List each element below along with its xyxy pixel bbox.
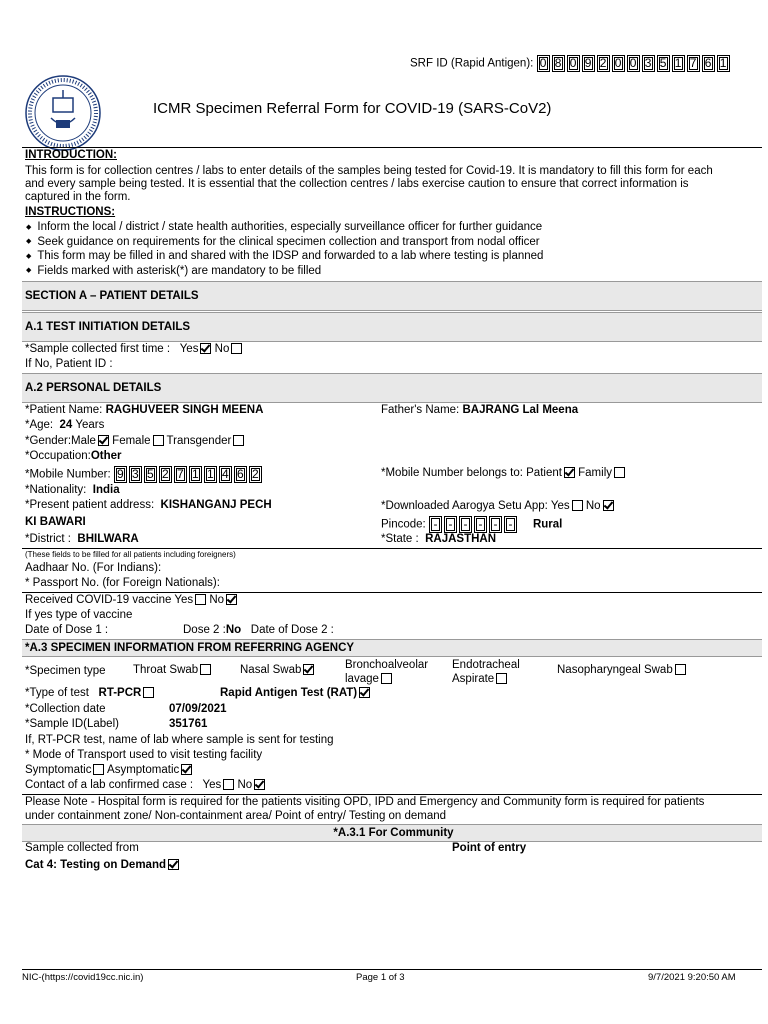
address-row: *Present patient address: KISHANGANJ PECH — [25, 499, 272, 511]
sample-id-value: 351761 — [169, 718, 208, 730]
patient-id-label: If No, Patient ID : — [25, 358, 113, 370]
pincode-row: Pincode: - - - - - - Rural — [381, 517, 563, 531]
digit-box: 5 — [657, 55, 670, 72]
sample-first-time-row: *Sample collected first time : Yes No — [25, 343, 242, 355]
symptom-row: Symptomatic Asymptomatic — [25, 764, 192, 776]
digit-box: 7 — [174, 466, 187, 483]
sample-id-label: *Sample ID(Label) — [25, 718, 119, 730]
symptomatic-checkbox[interactable] — [93, 764, 104, 775]
broncho-checkbox[interactable] — [381, 673, 392, 684]
list-item: ◆ Seek guidance on requirements for the clinical specimen collection and transport from nodal officer — [22, 236, 543, 251]
digit-box: 2 — [159, 466, 172, 483]
dose-1-label: Date of Dose 1 : — [25, 624, 109, 636]
icmr-logo — [24, 74, 102, 152]
digit-box: - — [489, 516, 502, 533]
contact-no-checkbox[interactable] — [254, 779, 265, 790]
srf-id-label: SRF ID (Rapid Antigen): — [410, 57, 534, 70]
digit-box: 8 — [552, 55, 565, 72]
mobile-belongs-row: *Mobile Number belongs to: Patient Family — [381, 467, 625, 479]
digit-box: 2 — [249, 466, 262, 483]
footer-source: NIC-(https://covid19cc.nic.in) — [22, 972, 144, 983]
category-checkbox[interactable] — [168, 859, 179, 870]
digit-box: - — [444, 516, 457, 533]
specimen-type-label: *Specimen type — [25, 665, 106, 677]
aarogya-row: *Downloaded Aarogya Setu App: Yes No — [381, 500, 614, 512]
a3-header: *A.3 SPECIMEN INFORMATION FROM REFERRING AGENCY — [22, 639, 762, 657]
digit-box: 9 — [582, 55, 595, 72]
section-a-header: SECTION A – PATIENT DETAILS — [22, 281, 762, 311]
aarogya-no-checkbox[interactable] — [603, 500, 614, 511]
digit-box: 7 — [687, 55, 700, 72]
transport-label: * Mode of Transport used to visit testing facility — [25, 749, 263, 761]
pincode-digits — [429, 516, 517, 533]
nasopharyngeal-checkbox[interactable] — [675, 664, 686, 675]
gender-row: *Gender:Male Female Transgender — [25, 435, 244, 447]
collection-date-value: 07/09/2021 — [169, 703, 227, 715]
form-title: ICMR Specimen Referral Form for COVID-19 (SARS-CoV2) — [153, 100, 552, 117]
rat-checkbox[interactable] — [359, 687, 370, 698]
intro-heading: INTRODUCTION: — [25, 149, 117, 161]
hospital-form-note: Please Note - Hospital form is required for the patients visiting OPD, IPD and Emergency and Community form is required for patients under containment zone/ Non-containment area/ Point of entry/ Testing on demand — [25, 796, 705, 822]
digit-box: 9 — [114, 466, 127, 483]
digit-box: - — [474, 516, 487, 533]
rat-option: Rapid Antigen Test (RAT) — [220, 687, 370, 699]
digit-box: 1 — [672, 55, 685, 72]
endotracheal-option: Endotracheal Aspirate — [452, 659, 520, 685]
digit-box: 1 — [204, 466, 217, 483]
footer-timestamp: 9/7/2021 9:20:50 AM — [648, 972, 736, 983]
vaccine-type-label: If yes type of vaccine — [25, 609, 133, 621]
digit-box: 2 — [597, 55, 610, 72]
a31-header: *A.3.1 For Community — [22, 824, 762, 842]
mobile-row: *Mobile Number: 9 3 5 2 7 1 1 4 6 2 — [25, 466, 262, 483]
father-name-row: Father's Name: BAJRANG Lal Meena — [381, 404, 579, 416]
intro-text: This form is for collection centres / labs to enter details of the samples being tested for Covid-19. It is mandatory to fill this form for each and every sample being tested. It is essential that the collection centres / labs exercise caution to ensure that correct information is captured in the form. — [25, 165, 713, 203]
sample-first-no-checkbox[interactable] — [231, 343, 242, 354]
belongs-patient-checkbox[interactable] — [564, 467, 575, 478]
nasal-swab-checkbox[interactable] — [303, 664, 314, 675]
instructions-heading: INSTRUCTIONS: — [25, 206, 116, 218]
address-line-2: KI BAWARI — [25, 516, 86, 528]
rtpcr-checkbox[interactable] — [143, 687, 154, 698]
aadhaar-label: Aadhaar No. (For Indians): — [25, 562, 162, 574]
nasal-swab-option: Nasal Swab — [240, 664, 314, 676]
throat-swab-checkbox[interactable] — [200, 664, 211, 675]
digit-box: 0 — [537, 55, 550, 72]
asymptomatic-checkbox[interactable] — [181, 764, 192, 775]
gender-transgender-checkbox[interactable] — [233, 435, 244, 446]
srf-id-digits — [537, 55, 730, 72]
vaccine-row: Received COVID-19 vaccine Yes No — [25, 594, 237, 606]
vaccine-yes-checkbox[interactable] — [195, 594, 206, 605]
digit-box: - — [459, 516, 472, 533]
district-row: *District : BHILWARA — [25, 533, 139, 545]
category-row: Cat 4: Testing on Demand — [25, 859, 179, 871]
patient-name-row: *Patient Name: RAGHUVEER SINGH MEENA — [25, 404, 264, 416]
throat-swab-option: Throat Swab — [133, 664, 211, 676]
digit-box: 4 — [219, 466, 232, 483]
sample-first-yes-checkbox[interactable] — [200, 343, 211, 354]
digit-box: 0 — [567, 55, 580, 72]
nasopharyngeal-option: Nasopharyngeal Swab — [557, 664, 686, 676]
digit-box: 5 — [144, 466, 157, 483]
digit-box: 6 — [702, 55, 715, 72]
collection-date-label: *Collection date — [25, 703, 106, 715]
broncho-option: Bronchoalveolar lavage — [345, 659, 429, 685]
belongs-family-checkbox[interactable] — [614, 467, 625, 478]
contact-row: Contact of a lab confirmed case : Yes No — [25, 779, 265, 791]
list-item: ◆ Inform the local / district / state health authorities, especially surveillance officer for further guidance — [22, 221, 543, 236]
gender-female-checkbox[interactable] — [153, 435, 164, 446]
mobile-digits — [114, 466, 262, 483]
digit-box: 3 — [129, 466, 142, 483]
lab-name-label: If, RT-PCR test, name of lab where sample is sent for testing — [25, 734, 334, 746]
digit-box: 0 — [627, 55, 640, 72]
vaccine-no-checkbox[interactable] — [226, 594, 237, 605]
footer-page: Page 1 of 3 — [356, 972, 405, 983]
sample-collected-from-label: Sample collected from — [25, 842, 139, 854]
endotracheal-checkbox[interactable] — [496, 673, 507, 684]
point-of-entry-label: Point of entry — [452, 842, 527, 854]
srf-id — [410, 55, 730, 72]
occupation-row: *Occupation:Other — [25, 450, 122, 462]
digit-box: 6 — [234, 466, 247, 483]
a1-header: A.1 TEST INITIATION DETAILS — [22, 312, 762, 342]
list-item: ◆ Fields marked with asterisk(*) are mandatory to be filled — [22, 265, 543, 280]
digit-box: 1 — [189, 466, 202, 483]
digit-box: 3 — [642, 55, 655, 72]
nationality-row: *Nationality: India — [25, 484, 120, 496]
instructions-list — [22, 221, 543, 279]
test-type-row: *Type of test RT-PCR — [25, 687, 154, 699]
aarogya-yes-checkbox[interactable] — [572, 500, 583, 511]
age-row: *Age: 24 Years — [25, 419, 105, 431]
a2-header: A.2 PERSONAL DETAILS — [22, 373, 762, 403]
digit-box: - — [429, 516, 442, 533]
list-item: ◆ This form may be filled in and shared with the IDSP and forwarded to a lab where testing is planned — [22, 250, 543, 265]
contact-yes-checkbox[interactable] — [223, 779, 234, 790]
dose-2-row: Dose 2 :No Date of Dose 2 : — [183, 624, 334, 636]
id-fields-note: (These fields to be filled for all patients including foreigners) — [25, 550, 236, 559]
state-row: *State : RAJASTHAN — [381, 533, 497, 545]
digit-box: 0 — [612, 55, 625, 72]
digit-box: - — [504, 516, 517, 533]
passport-label: * Passport No. (for Foreign Nationals): — [25, 577, 220, 589]
gender-male-checkbox[interactable] — [98, 435, 109, 446]
digit-box: 1 — [717, 55, 730, 72]
